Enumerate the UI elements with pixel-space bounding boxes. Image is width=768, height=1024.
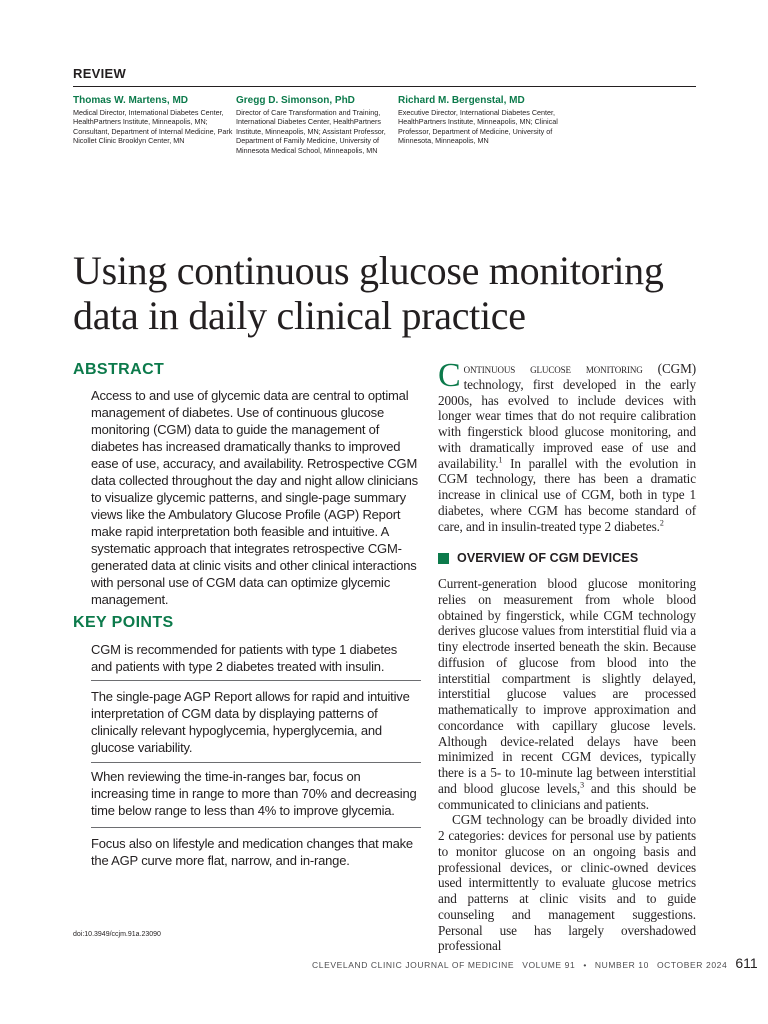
intro-smallcaps: ontinuous glucose monitoring xyxy=(463,361,643,376)
key-point-item: When reviewing the time-in-ranges bar, focus on increasing time in range to more than 70% and decreasing time below range to less than 4% to improve glycemia. xyxy=(91,769,417,818)
key-point-divider xyxy=(91,680,421,681)
abstract-heading: ABSTRACT xyxy=(73,361,165,378)
overview-paragraph-2: CGM technology can be broadly divided into 2 categories: devices for personal use by patients to monitor glucose on an ongoing basis and professional devices, or clinic-owned devices used intermittently to evaluate glucose metrics and patterns at clinic visits and to guide counseling and management suggestions. Personal use has largely overshadowed professional xyxy=(438,812,696,954)
intro-text-b: In parallel with the evolution in CGM technology, there has been a dramatic increase in clinical use of CGM, both in type 1 diabetes, where CGM has become standard of care, and in insulin-treated type 2 diabetes. xyxy=(438,455,696,534)
author-name: Richard M. Bergenstal, MD xyxy=(398,95,525,106)
intro-paragraph xyxy=(438,357,696,534)
issue-number: NUMBER 10 xyxy=(594,960,649,970)
author-affiliation: Medical Director, International Diabetes Center, HealthPartners Institute, Minneapolis, MN; Consultant, Department of Internal Medicine, Park Nicollet Clinic Brooklyn Center, MN xyxy=(73,108,233,146)
heading-square-icon xyxy=(438,553,449,564)
reference-2[interactable]: 2 xyxy=(659,518,664,528)
volume: VOLUME 91 xyxy=(522,960,576,970)
key-point-item: Focus also on lifestyle and medication changes that make the AGP curve more flat, narrow, and in-range. xyxy=(91,836,413,868)
overview-body xyxy=(438,576,696,954)
overview-paragraph-1 xyxy=(438,576,696,812)
header-rule xyxy=(73,86,696,87)
doi-link[interactable]: doi:10.3949/ccjm.91a.23090 xyxy=(73,931,161,938)
key-point-divider xyxy=(91,827,421,828)
page-number: 611 xyxy=(735,955,758,971)
footer-bullet: • xyxy=(583,960,587,970)
key-points-heading: KEY POINTS xyxy=(73,614,174,631)
drop-cap: C xyxy=(438,357,461,394)
overview-heading-text: OVERVIEW OF CGM DEVICES xyxy=(457,551,639,565)
abstract-text: Access to and use of glycemic data are central to optimal management of diabetes. Use of continuous glucose monitoring (CGM) data to guide the management of diabetes has increased dramatically thanks to improved ease of use, accuracy, and availability. Retrospective CGM data collected throughout the day and night allow clinicians to visualize glycemic patterns, and single-page summary views like the Ambulatory Glucose Profile (AGP) Report make rapid interpretation both feasible and intuitive. A systematic approach that integrates retrospective CGM-generated data at clinic visits and other clinical interactions with personal use of CGM data can optimize glycemic management. xyxy=(91,388,418,607)
reference-3[interactable]: 3 xyxy=(580,780,584,790)
overview-text-b: and this should be communicated to clinicians and patients. xyxy=(438,780,697,812)
article-title: Using continuous glucose monitoring data in daily clinical practice xyxy=(73,248,664,338)
key-point-item: The single-page AGP Report allows for rapid and intuitive interpretation of CGM data by displaying patterns of clinically relevant hypoglycemia, hyperglycemia, and glucose variability. xyxy=(91,689,410,755)
author-affiliation: Director of Care Transformation and Training, International Diabetes Center, HealthPartners Institute, Minneapolis, MN; Assistant Professor, Department of Family Medicine, University of Minnesota Medical School, Minneapolis, MN xyxy=(236,108,386,155)
author-block-3 xyxy=(398,95,558,146)
reference-1[interactable]: 1 xyxy=(498,455,503,465)
key-point-item: CGM is recommended for patients with type 1 diabetes and patients with type 2 diabetes treated with insulin. xyxy=(91,642,398,674)
author-name: Thomas W. Martens, MD xyxy=(73,95,189,106)
key-point-divider xyxy=(91,762,421,763)
overview-heading xyxy=(438,551,638,565)
section-label: REVIEW xyxy=(73,66,127,81)
author-name: Gregg D. Simonson, PhD xyxy=(236,95,355,106)
issue-date: OCTOBER 2024 xyxy=(656,960,728,970)
page-footer xyxy=(312,955,758,971)
author-affiliation: Executive Director, International Diabetes Center, HealthPartners Institute, Minneapolis, MN; Clinical Professor, Department of Medicine, University of Minnesota, Minneapolis, MN xyxy=(398,108,558,146)
author-block-1 xyxy=(73,95,238,146)
overview-text-a: Current-generation blood glucose monitoring relies on measurement from whole blood obtained by fingerstick, while CGM technology derives glucose values from interstitial fluid via a tiny electrode inserted beneath the skin. Because diffusion of glucose from blood into the interstitial compartment is slightly delayed, interstitial glucose values are processed mathematically to improve approximation and concordance with capillary glucose levels. Although device-related delays have been minimized in recent CGM devices, typically there is a 5- to 10-minute lag between interstitial and blood glucose levels, xyxy=(438,576,696,796)
journal-name: CLEVELAND CLINIC JOURNAL OF MEDICINE xyxy=(312,960,515,970)
intro-text-a: (CGM) technology, first developed in the early 2000s, has evolved to include devices with longer wear times that do not require calibration with fingerstick blood glucose monitoring, and with dramatically improved ease of use and availability. xyxy=(438,361,696,471)
author-block-2 xyxy=(236,95,386,155)
